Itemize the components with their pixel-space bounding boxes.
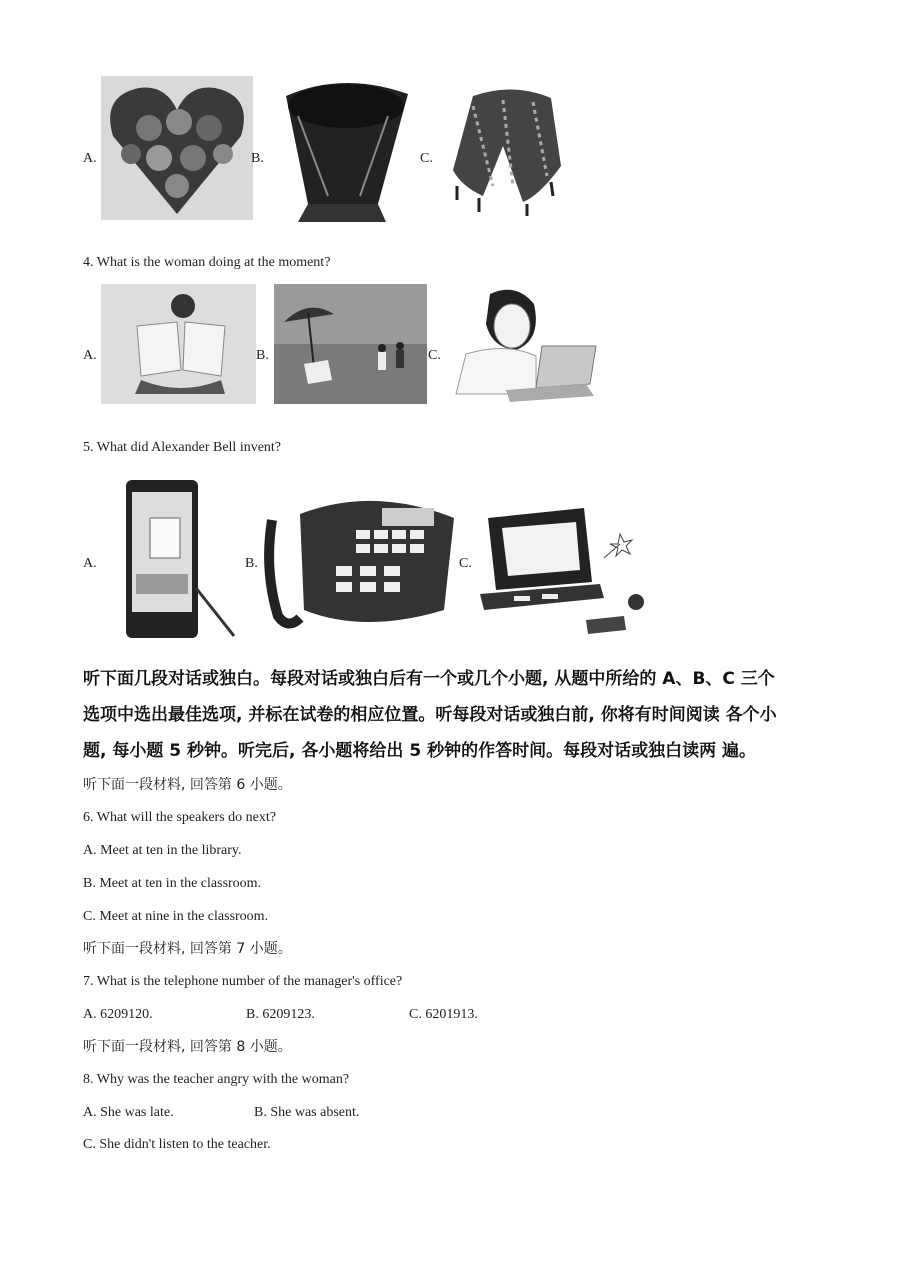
q6-option-b: B. Meet at ten in the classroom.: [83, 876, 262, 891]
q8-option-c: C. She didn't listen to the teacher.: [83, 1137, 271, 1152]
q5-question: 5. What did Alexander Bell invent?: [83, 440, 282, 455]
q8-option-b: B. She was absent.: [254, 1105, 360, 1120]
q7-option-b: B. 6209123.: [246, 1007, 315, 1022]
woman-reading-newspaper-image: [101, 284, 256, 404]
part7-intro: 听下面一段材料, 回答第 7 小题。: [83, 941, 292, 957]
part6-intro: 听下面一段材料, 回答第 6 小题。: [83, 777, 292, 793]
section-instruction-line-2: 选项中选出最佳选项, 并标在试卷的相应位置。听每段对话或独白前, 你将有时间阅读 各个小: [83, 705, 777, 725]
q7-option-a: A. 6209120.: [83, 1007, 153, 1022]
section-instruction-line-3: 题, 每小题 5 秒钟。听完后, 各小题将给出 5 秒钟的作答时间。每段对话或独白读两 遍。: [83, 741, 757, 761]
desk-telephone-image: [264, 490, 460, 634]
q3-option-b-label: B.: [251, 151, 264, 166]
computer-with-mouse-image: [480, 498, 656, 638]
woman-with-laptop-image: [446, 284, 598, 406]
q5-option-b-label: B.: [245, 556, 258, 571]
q4-option-c-label: C.: [428, 348, 441, 363]
q8-question: 8. Why was the teacher angry with the woman?: [83, 1072, 350, 1087]
chocolate-box-image: [101, 76, 253, 220]
part8-intro: 听下面一段材料, 回答第 8 小题。: [83, 1039, 292, 1055]
q6-option-c: C. Meet at nine in the classroom.: [83, 909, 269, 924]
q5-option-a-label: A.: [83, 556, 97, 571]
q3-option-c-label: C.: [420, 151, 433, 166]
q5-option-c-label: C.: [459, 556, 472, 571]
q8-option-a: A. She was late.: [83, 1105, 174, 1120]
q7-option-c: C. 6201913.: [409, 1007, 478, 1022]
q4-option-b-label: B.: [256, 348, 269, 363]
q3-option-a-label: A.: [83, 151, 97, 166]
q4-option-a-label: A.: [83, 348, 97, 363]
q6-question: 6. What will the speakers do next?: [83, 810, 276, 825]
smartphone-image: [122, 478, 240, 640]
q4-question: 4. What is the woman doing at the moment?: [83, 255, 331, 270]
q7-question: 7. What is the telephone number of the manager's office?: [83, 974, 403, 989]
section-instruction-line-1: 听下面几段对话或独白。每段对话或独白后有一个或几个小题, 从题中所给的 A、B、C 三个: [83, 669, 775, 689]
beach-umbrella-image: [274, 284, 427, 404]
scarf-image: [443, 86, 577, 218]
flower-bouquet-image: [268, 76, 418, 222]
q6-option-a: A. Meet at ten in the library.: [83, 843, 242, 858]
